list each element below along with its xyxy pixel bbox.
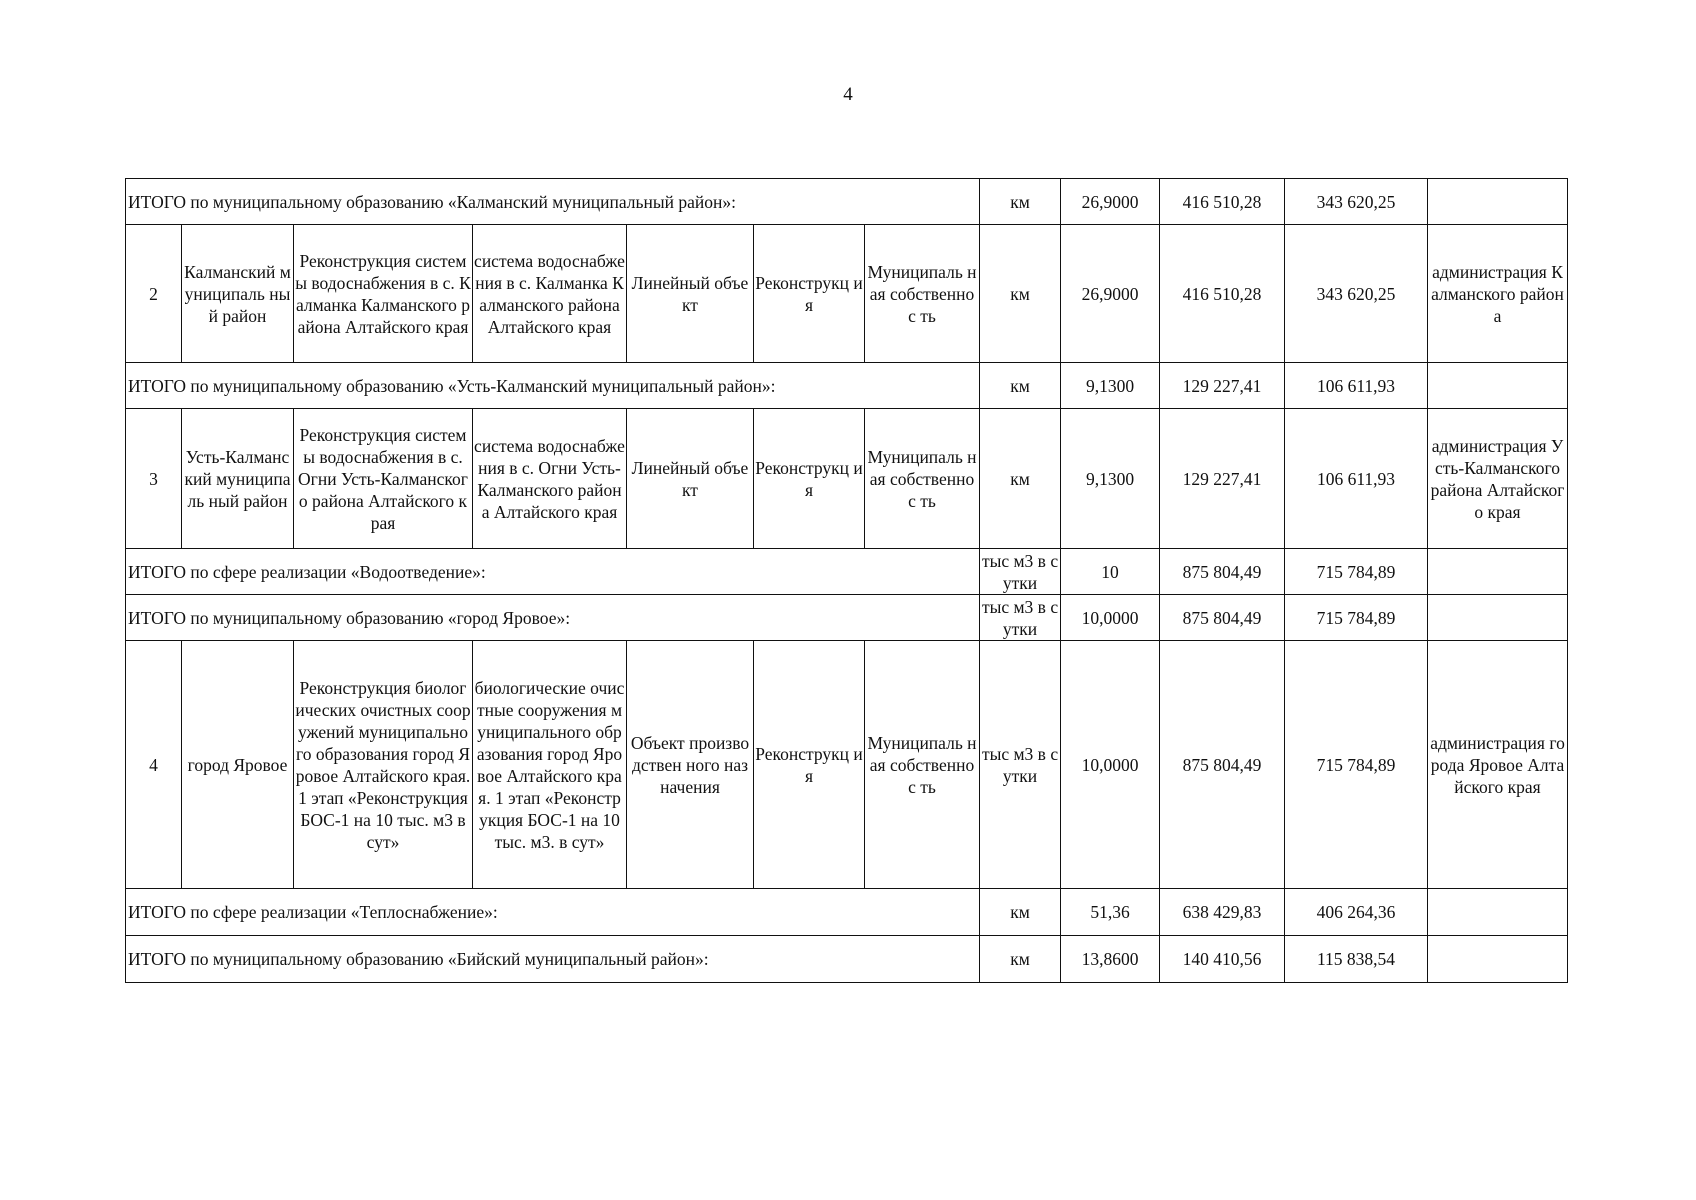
cost-cell: 875 804,49 [1160,595,1285,641]
capacity-cell: 10 [1061,549,1160,595]
unit-cell: км [980,889,1061,936]
funding-cell: 343 620,25 [1285,179,1428,225]
object-type-cell: Линейный объект [627,409,754,549]
object-row [126,641,1568,889]
event-cell: Реконструкция биологических очистных сооружений муниципального образования город Яровое Алтайского края. 1 этап «Реконструкция БОС-1 на 10 тыс. м3 в сут» [294,641,473,889]
funding-cell: 115 838,54 [1285,936,1428,983]
unit-cell: км [980,225,1061,363]
funding-cell: 106 611,93 [1285,409,1428,549]
capacity-cell: 26,9000 [1061,225,1160,363]
unit-cell: тыс м3 в сутки [980,549,1061,595]
object-row [126,409,1568,549]
total-label: ИТОГО по муниципальному образованию «город Яровое»: [126,595,980,641]
capacity-cell: 9,1300 [1061,409,1160,549]
ownership-cell: Муниципаль ная собственнос ть [865,641,980,889]
capacity-cell: 26,9000 [1061,179,1160,225]
cost-cell: 875 804,49 [1160,549,1285,595]
event-cell: Реконструкция системы водоснабжения в с. Калманка Калманского района Алтайского края [294,225,473,363]
unit-cell: км [980,409,1061,549]
total-label: ИТОГО по сфере реализации «Водоотведение»: [126,549,980,595]
object-name-cell: система водоснабжения в с. Калманка Калманского района Алтайского края [473,225,627,363]
total-row [126,549,1568,595]
cost-cell: 638 429,83 [1160,889,1285,936]
total-row [126,179,1568,225]
cost-cell: 129 227,41 [1160,409,1285,549]
capacity-cell: 10,0000 [1061,595,1160,641]
row-number: 2 [126,225,182,363]
executor-cell [1428,595,1568,641]
event-cell: Реконструкция системы водоснабжения в с. Огни Усть-Калманского района Алтайского края [294,409,473,549]
funding-cell: 106 611,93 [1285,363,1428,409]
municipality-cell: город Яровое [182,641,294,889]
total-label: ИТОГО по муниципальному образованию «Бийский муниципальный район»: [126,936,980,983]
unit-cell: км [980,936,1061,983]
funding-cell: 715 784,89 [1285,549,1428,595]
work-type-cell: Реконструкц ия [754,409,865,549]
municipality-cell: Калманский муниципаль ный район [182,225,294,363]
total-row [126,889,1568,936]
unit-cell: км [980,363,1061,409]
capacity-cell: 13,8600 [1061,936,1160,983]
capacity-cell: 51,36 [1061,889,1160,936]
investment-table [125,178,1568,983]
page-number: 4 [843,84,853,105]
funding-cell: 343 620,25 [1285,225,1428,363]
work-type-cell: Реконструкц ия [754,641,865,889]
cost-cell: 416 510,28 [1160,225,1285,363]
executor-cell [1428,936,1568,983]
row-number: 4 [126,641,182,889]
executor-cell [1428,889,1568,936]
ownership-cell: Муниципаль ная собственнос ть [865,409,980,549]
funding-cell: 715 784,89 [1285,595,1428,641]
object-type-cell: Линейный объект [627,225,754,363]
executor-cell: администрация Калманского района [1428,225,1568,363]
object-name-cell: система водоснабжения в с. Огни Усть-Калманского района Алтайского края [473,409,627,549]
ownership-cell: Муниципаль ная собственнос ть [865,225,980,363]
funding-cell: 715 784,89 [1285,641,1428,889]
row-number: 3 [126,409,182,549]
cost-cell: 140 410,56 [1160,936,1285,983]
total-row [126,595,1568,641]
executor-cell [1428,549,1568,595]
total-label: ИТОГО по муниципальному образованию «Калманский муниципальный район»: [126,179,980,225]
total-row [126,363,1568,409]
unit-cell: тыс м3 в сутки [980,595,1061,641]
work-type-cell: Реконструкц ия [754,225,865,363]
municipality-cell: Усть-Калманский муниципаль ный район [182,409,294,549]
unit-cell: км [980,179,1061,225]
executor-cell [1428,179,1568,225]
object-type-cell: Объект производствен ного назначения [627,641,754,889]
executor-cell: администрация города Яровое Алтайского края [1428,641,1568,889]
cost-cell: 416 510,28 [1160,179,1285,225]
executor-cell: администрация Усть-Калманского района Алтайского края [1428,409,1568,549]
executor-cell [1428,363,1568,409]
unit-cell: тыс м3 в сутки [980,641,1061,889]
funding-cell: 406 264,36 [1285,889,1428,936]
object-row [126,225,1568,363]
capacity-cell: 10,0000 [1061,641,1160,889]
cost-cell: 875 804,49 [1160,641,1285,889]
capacity-cell: 9,1300 [1061,363,1160,409]
object-name-cell: биологические очистные сооружения муниципального образования город Яровое Алтайского края. 1 этап «Реконструкция БОС-1 на 10 тыс. м3. в сут» [473,641,627,889]
cost-cell: 129 227,41 [1160,363,1285,409]
total-row [126,936,1568,983]
total-label: ИТОГО по муниципальному образованию «Усть-Калманский муниципальный район»: [126,363,980,409]
total-label: ИТОГО по сфере реализации «Теплоснабжение»: [126,889,980,936]
